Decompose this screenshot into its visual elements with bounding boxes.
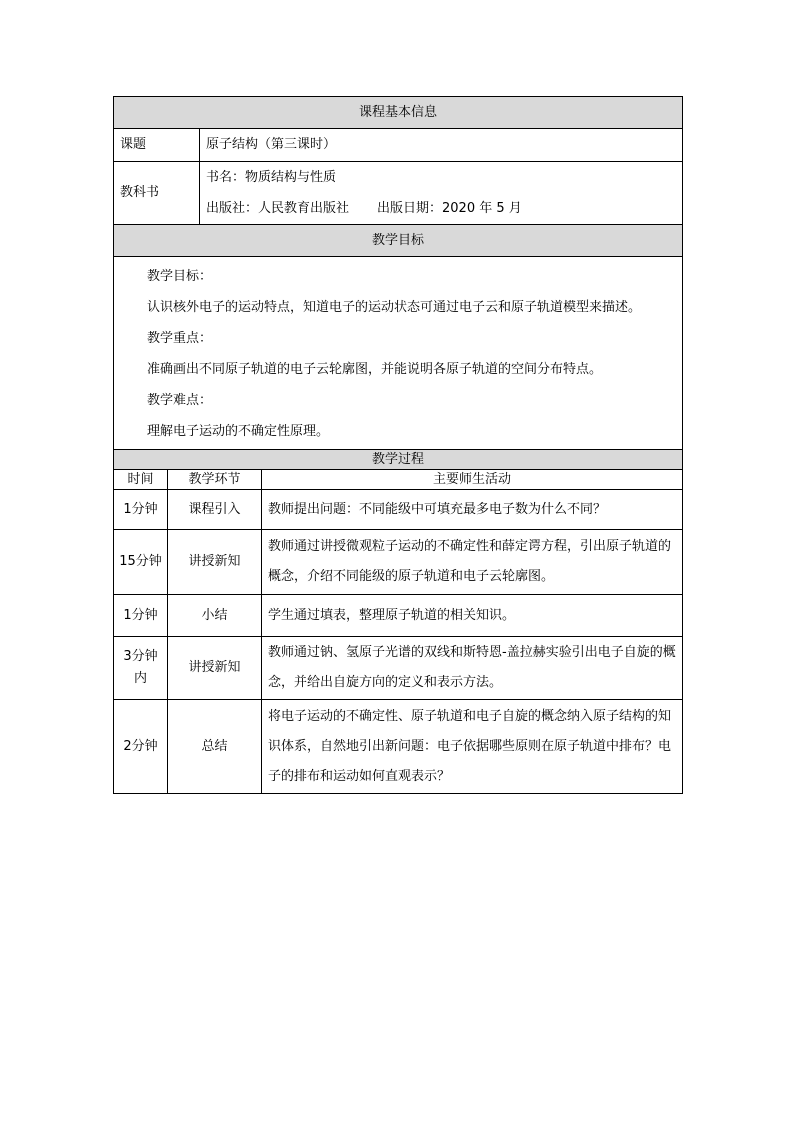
publisher-line [206, 193, 676, 224]
row-activity: 将电子运动的不确定性、原子轨道和电子自旋的概念纳入原子结构的知识体系，自然地引出新问题：电子依据哪些原则在原子轨道中排布？电子的排布和运动如何直观表示？ [262, 700, 683, 794]
topic-label: 课题 [114, 129, 200, 162]
row-stage: 课程引入 [168, 490, 262, 530]
book-name: 书名：物质结构与性质 [206, 170, 337, 185]
lesson-plan [113, 96, 682, 794]
row-time: 1分钟 [114, 490, 168, 530]
row-time: 2分钟 [114, 700, 168, 794]
table-row [114, 490, 683, 530]
table-row [114, 700, 683, 794]
table-row [114, 637, 683, 700]
col-activity-header: 主要师生活动 [262, 470, 683, 490]
objectives-text: 认识核外电子的运动特点，知道电子的运动状态可通过电子云和原子轨道模型来描述。 [147, 300, 642, 315]
textbook-info [200, 162, 683, 225]
textbook-label: 教科书 [114, 162, 200, 225]
table-row [114, 530, 683, 595]
table-row [114, 595, 683, 637]
key-points-title: 教学重点： [147, 331, 213, 346]
col-stage-header: 教学环节 [168, 470, 262, 490]
row-time: 15分钟 [114, 530, 168, 595]
key-points-text: 准确画出不同原子轨道的电子云轮廓图，并能说明各原子轨道的空间分布特点。 [147, 362, 603, 377]
row-activity: 教师通过钠、氢原子光谱的双线和斯特恩-盖拉赫实验引出电子自旋的概念，并给出自旋方向的定义和表示方法。 [262, 637, 683, 700]
objectives-header: 教学目标 [114, 225, 683, 257]
row-activity: 教师提出问题：不同能级中可填充最多电子数为什么不同？ [262, 490, 683, 530]
basic-info-table [113, 96, 683, 450]
row-stage: 讲授新知 [168, 530, 262, 595]
row-stage: 总结 [168, 700, 262, 794]
objectives-body [114, 257, 683, 450]
difficulties-text: 理解电子运动的不确定性原理。 [147, 424, 330, 439]
publish-date: 出版日期：2020 年 5 月 [377, 201, 522, 216]
row-activity: 学生通过填表，整理原子轨道的相关知识。 [262, 595, 683, 637]
process-table [113, 449, 683, 794]
row-time: 3分钟内 [114, 637, 168, 700]
objectives-title: 教学目标： [147, 269, 213, 284]
topic-value: 原子结构（第三课时） [200, 129, 683, 162]
process-header: 教学过程 [114, 450, 683, 470]
basic-info-header: 课程基本信息 [114, 97, 683, 129]
publisher: 出版社：人民教育出版社 [206, 201, 350, 216]
row-stage: 小结 [168, 595, 262, 637]
col-time-header: 时间 [114, 470, 168, 490]
difficulties-title: 教学难点： [147, 393, 213, 408]
row-activity: 教师通过讲授微观粒子运动的不确定性和薛定谔方程，引出原子轨道的概念，介绍不同能级的原子轨道和电子云轮廓图。 [262, 530, 683, 595]
row-time: 1分钟 [114, 595, 168, 637]
row-stage: 讲授新知 [168, 637, 262, 700]
